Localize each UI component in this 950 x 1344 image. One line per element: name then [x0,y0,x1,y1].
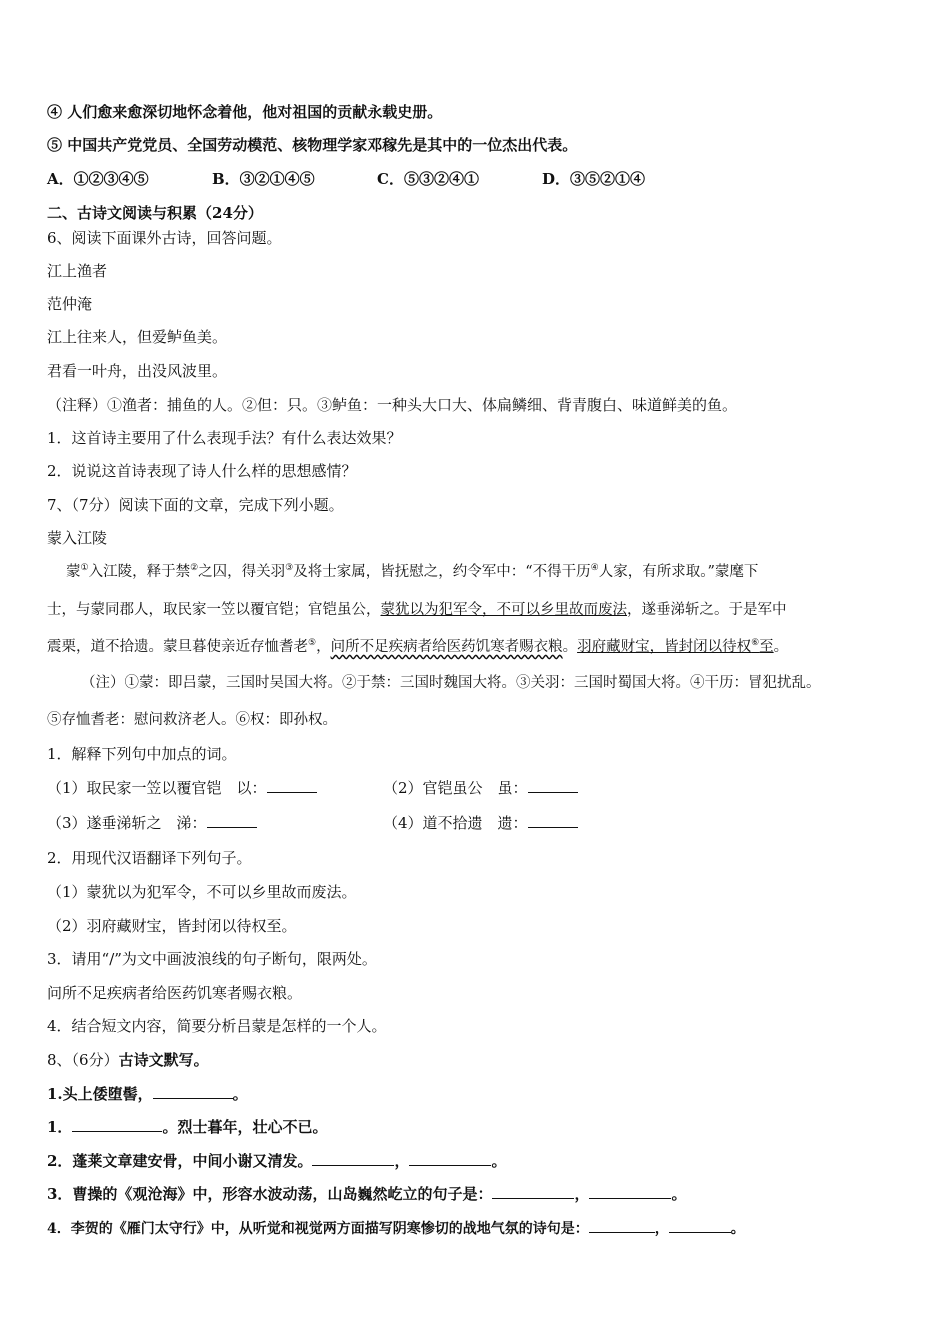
answer-blank[interactable] [153,1084,233,1099]
q7-prompt: 7、（7分）阅读下面的文章，完成下列小题。 [47,496,344,514]
translate-2: （2）羽府藏财宝，皆封闭以待权至。 [47,917,297,935]
option-c: C．⑤③②④① [377,170,479,188]
q6-sub-2: 2．说说这首诗表现了诗人什么样的思想感情？ [47,462,357,480]
section-heading: 二、古诗文阅读与积累（24分） [47,204,263,222]
poem-author: 范仲淹 [47,295,93,313]
answer-blank[interactable] [492,1184,574,1199]
q8-line-3: 2．蓬莱文章建安骨，中间小谢又清发。 ， 。 [47,1152,507,1170]
word-3: （3）遂垂涕斩之 涕： [47,813,257,833]
poem-title: 江上渔者 [47,262,108,280]
answer-blank[interactable] [207,813,257,828]
passage-note-2: ⑤存恤耆老：慰问救济老人。⑥权：即孙权。 [47,712,337,728]
translate-1: （1）蒙犹以为犯军令，不可以乡里故而废法。 [47,883,357,901]
answer-blank[interactable] [528,778,578,793]
passage-line-3: 震栗，道不拾遗。蒙旦暮使亲近存恤耆老⑤，问所不足疾病者给医药饥寒者赐衣粮。羽府藏财宝，皆封闭以待权⑥至。 [47,638,789,655]
q8-line-5: 4．李贺的《雁门太守行》中，从听觉和视觉两方面描写阴寒惨切的战地气氛的诗句是： ， 。 [47,1218,745,1239]
answer-blank[interactable] [589,1218,655,1233]
q5-item-4: ④ 人们愈来愈深切地怀念着他，他对祖国的贡献永载史册。 [47,103,443,121]
q6-prompt: 6、阅读下面课外古诗，回答问题。 [47,229,282,247]
answer-blank[interactable] [267,778,317,793]
passage-line-1: 蒙①入江陵，释于禁②之囚，得关羽③及将士家属，皆抚慰之，约令军中：“不得干历④人家，有所求取。”蒙麾下 [66,563,759,580]
passage-note-1: （注）①蒙：即吕蒙，三国时吴国大将。②于禁：三国时魏国大将。③关羽：三国时蜀国大将。④干历：冒犯扰乱。 [81,675,821,691]
q8-line-2: 1． 。烈士暮年，壮心不已。 [47,1118,328,1136]
poem-line-2: 君看一叶舟，出没风波里。 [47,362,228,380]
q7-sub-4: 4．结合短文内容，简要分析吕蒙是怎样的一个人。 [47,1017,387,1035]
q7-sub-3-sentence: 问所不足疾病者给医药饥寒者赐衣粮。 [47,984,303,1002]
answer-blank[interactable] [589,1184,671,1199]
poem-note: （注释）①渔者：捕鱼的人。②但：只。③鲈鱼：一种头大口大、体扁鳞细、背青腹白、味道鲜美的鱼。 [47,396,738,414]
q7-sub-3: 3．请用“/”为文中画波浪线的句子断句，限两处。 [47,950,377,968]
passage-line-2: 士，与蒙同郡人，取民家一笠以覆官铠；官铠虽公，蒙犹以为犯军令，不可以乡里故而废法，遂垂涕斩之。于是军中 [47,602,787,618]
q7-sub-1: 1．解释下列句中加点的词。 [47,745,237,763]
word-1: （1）取民家一笠以覆官铠 以： [47,778,317,798]
q7-sub-2: 2．用现代汉语翻译下列句子。 [47,849,252,867]
answer-blank[interactable] [528,813,578,828]
passage-title: 蒙入江陵 [47,529,108,547]
q8-prompt: 8、（6分）古诗文默写。 [47,1051,209,1069]
wavy-sentence: 问所不足疾病者给医药饥寒者赐衣粮 [330,639,563,655]
option-b: B．③②①④⑤ [212,170,315,188]
option-d: D．③⑤②①④ [542,170,646,188]
poem-line-1: 江上往来人，但爱鲈鱼美。 [47,328,228,346]
underlined-sentence-1: 蒙犹以为犯军令，不可以乡里故而废法 [380,602,627,618]
answer-blank[interactable] [669,1218,731,1233]
underlined-sentence-2: 羽府藏财宝，皆封闭以待权⑥至 [577,638,774,655]
q6-sub-1: 1．这首诗主要用了什么表现手法？有什么表达效果？ [47,429,402,447]
option-a: A．①②③④⑤ [47,170,149,188]
q8-line-1: 1.头上倭堕髻， 。 [47,1085,248,1103]
answer-blank[interactable] [409,1151,491,1166]
q8-line-4: 3．曹操的《观沧海》中，形容水波动荡，山岛巍然屹立的句子是： ， 。 [47,1185,687,1203]
answer-blank[interactable] [72,1117,162,1132]
word-4: （4）道不拾遗 遗： [383,813,578,833]
answer-blank[interactable] [312,1151,394,1166]
q5-item-5: ⑤ 中国共产党党员、全国劳动模范、核物理学家邓稼先是其中的一位杰出代表。 [47,136,578,154]
word-2: （2）官铠虽公 虽： [383,778,578,798]
